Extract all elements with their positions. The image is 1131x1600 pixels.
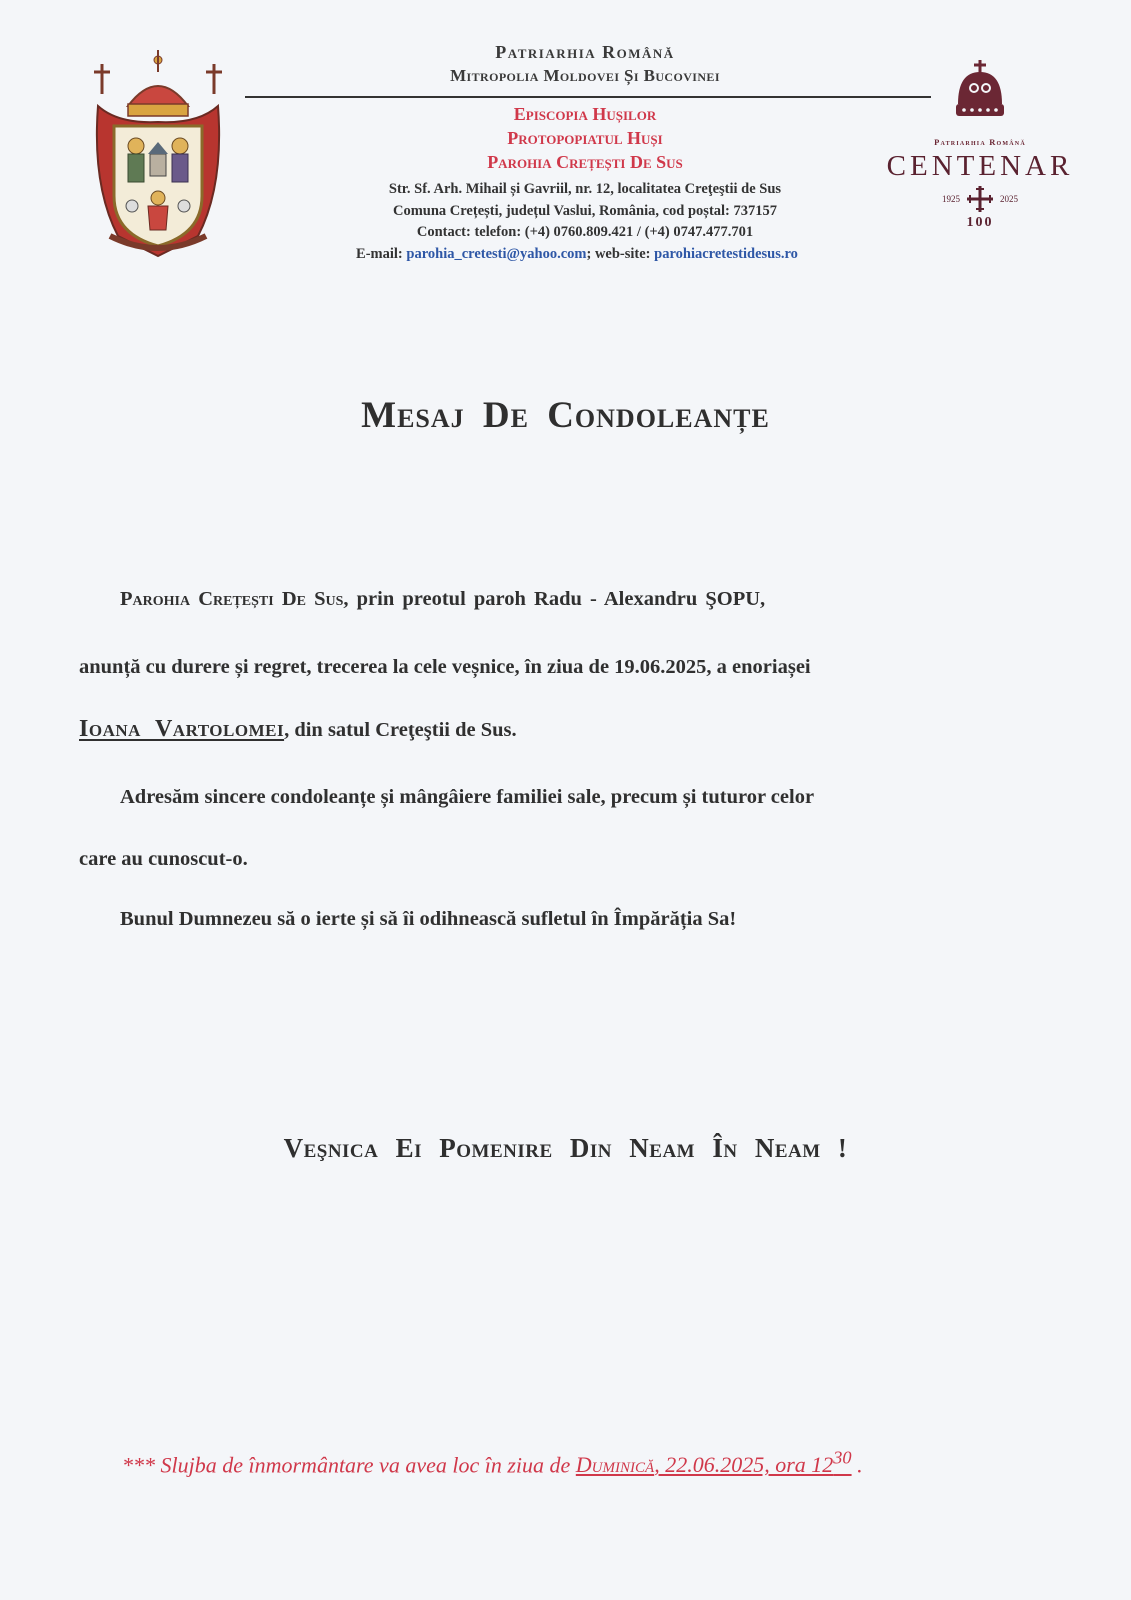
centenar-title: CENTENAR (886, 150, 1074, 182)
page-title: Mesaj De Condoleanțe (361, 395, 770, 436)
announcement-line-1 (120, 588, 765, 611)
centenar-subtitle: Patriarhia Română (934, 137, 1026, 147)
funeral-minutes: 30 (833, 1448, 852, 1468)
condolences-line-2: care au cunoscut-o. (79, 848, 248, 870)
funeral-notice-suffix: . (851, 1452, 863, 1478)
funeral-notice (122, 1448, 863, 1478)
funeral-date-time: , 22.06.2025, ora 12 (654, 1452, 834, 1478)
centenar-logo (880, 58, 1080, 258)
announcement-line-3 (79, 716, 517, 743)
centenar-years (880, 185, 1080, 213)
diocese-name: Episcopia Hușilor (513, 104, 657, 124)
parish-name: Parohia Crețești De Sus (487, 152, 683, 172)
centenar-100: 100 (966, 215, 994, 230)
closing-phrase: Veşnica Ei Pomenire Din Neam În Neam ! (283, 1133, 848, 1163)
parish-inline: Parohia Crețești De Sus (120, 588, 344, 610)
funeral-date (575, 1448, 852, 1478)
email-web-line (232, 246, 922, 263)
deceased-name: Ioana Vartolomei (79, 716, 285, 742)
email-label: E-mail: (356, 246, 403, 262)
patriarchate-name: Patriarhia Română (495, 42, 675, 62)
contact-line: Contact: telefon: (+4) 0760.809.421 / (+4) 0747.477.701 (416, 224, 754, 240)
email-link[interactable]: parohia_cretesti@yahoo.com (406, 246, 587, 262)
funeral-day: Duminică (575, 1452, 655, 1478)
funeral-notice-prefix: *** Slujba de înmormântare va avea loc în ziua de (122, 1452, 576, 1478)
year-end: 2025 (1000, 194, 1018, 204)
crown-icon (950, 58, 1010, 128)
deanery-name: Protopopiatul Huși (507, 128, 663, 148)
cross-icon (966, 185, 994, 213)
prayer-line: Bunul Dumnezeu să o ierte și să îi odihnească sufletul în Împărăția Sa! (120, 908, 737, 930)
header-divider (245, 96, 931, 98)
website-label: ; web-site: (586, 246, 651, 262)
year-start: 1925 (942, 194, 960, 204)
condolences-line-1: Adresăm sincere condoleanțe și mângâiere familiei sale, precum și tuturor celor (120, 786, 815, 808)
announcement-line-3-text: , din satul Creţeştii de Sus. (284, 719, 517, 741)
announcement-line-2: anunță cu durere și regret, trecerea la cele veșnice, în ziua de 19.06.2025, a enoriașei (79, 656, 811, 678)
website-link[interactable]: parohiacretestidesus.ro (654, 246, 798, 262)
address-line-1: Str. Sf. Arh. Mihail și Gavriil, nr. 12, localitatea Creţeştii de Sus (388, 181, 782, 197)
metropolis-name: Mitropolia Moldovei Și Bucovinei (450, 66, 720, 85)
diocese-crest-icon (88, 46, 228, 262)
address-line-2: Comuna Crețești, județul Vaslui, România, cod poștal: 737157 (392, 203, 778, 219)
announcement-line-1-text: , prin preotul paroh Radu - Alexandru ŞOPU, (343, 588, 766, 610)
